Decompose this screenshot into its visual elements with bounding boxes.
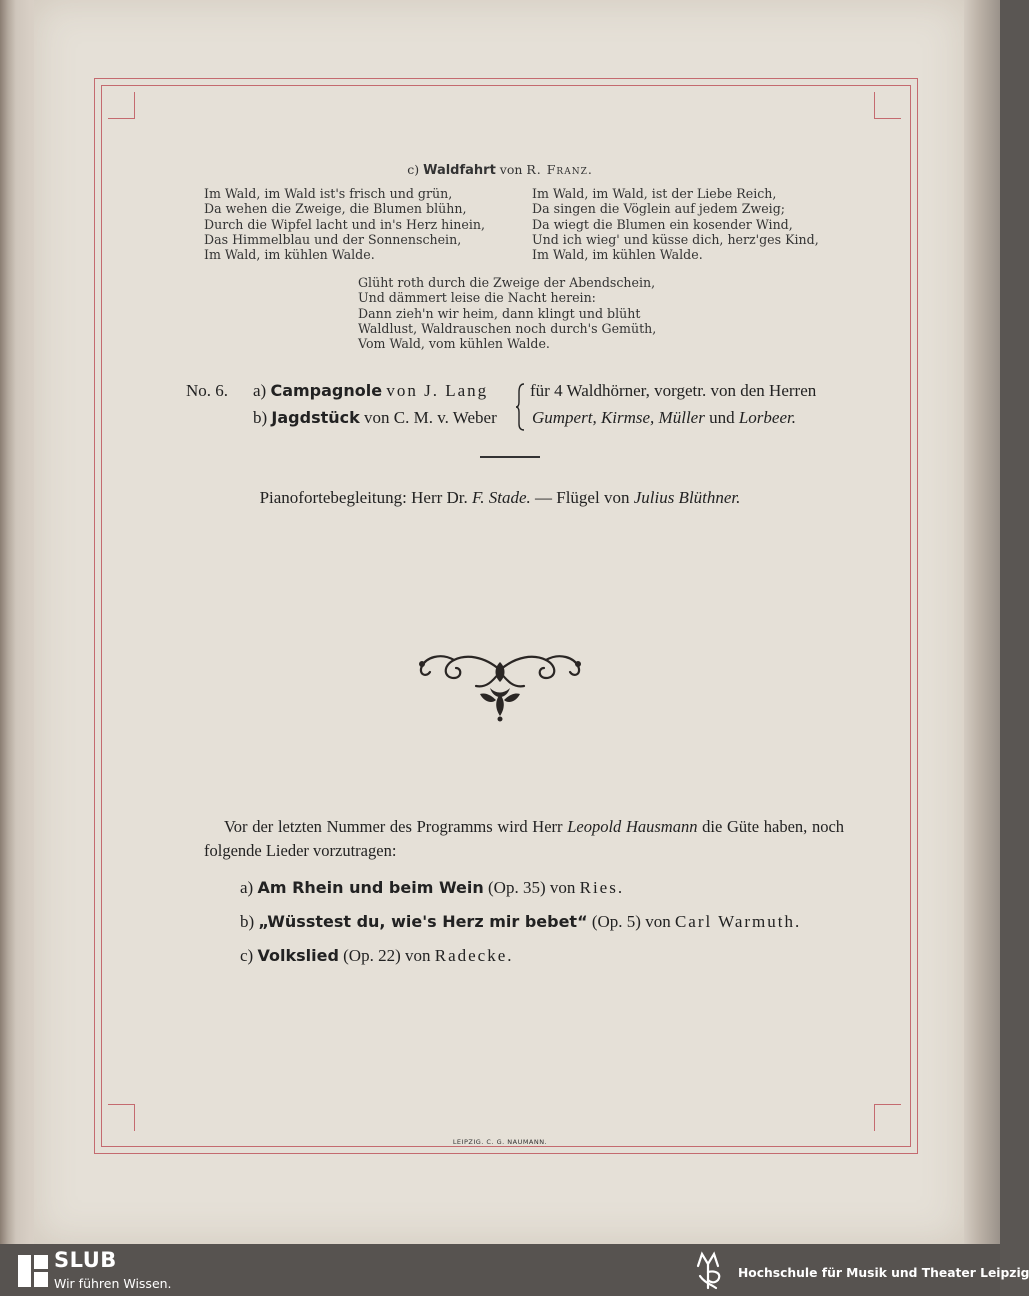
poem-right-stanza	[532, 186, 819, 262]
item-by: von	[405, 946, 431, 965]
item-title: Volkslied	[257, 946, 339, 965]
poem-center-stanza	[358, 275, 656, 351]
frame-corner	[874, 1104, 901, 1131]
ornament-icon	[414, 648, 586, 722]
list-item	[240, 946, 514, 966]
divider	[480, 456, 540, 458]
poem-line: Dann zieh'n wir heim, dann klingt und blüht	[358, 305, 641, 321]
title-label: c)	[407, 162, 420, 177]
performers-line: für 4 Waldhörner, vorgetr. von den Herren	[530, 381, 817, 400]
poem-line: Glüht roth durch die Zweige der Abendschein,	[358, 275, 656, 290]
item-label: b)	[253, 408, 268, 427]
item-composer: Radecke.	[434, 946, 514, 965]
item-title: Jagdstück	[271, 408, 360, 427]
item-composer: Ries.	[579, 878, 625, 897]
brace-icon	[516, 382, 526, 432]
poem-left-stanza	[204, 186, 485, 262]
item-title: Am Rhein und beim Wein	[257, 878, 484, 897]
slub-name[interactable]: SLUB	[54, 1248, 117, 1272]
poem-line: Da singen die Vöglein auf jedem Zweig;	[532, 201, 786, 217]
frame-corner	[108, 1104, 135, 1131]
accompanist-name: F. Stade.	[472, 488, 531, 507]
accompaniment-prefix: Pianofortebegleitung: Herr Dr.	[259, 488, 468, 507]
poem-line: Im Wald, im kühlen Walde.	[204, 247, 375, 263]
item-label: a)	[253, 381, 267, 400]
poem-line: Im Wald, im Wald, ist der Liebe Reich,	[532, 186, 777, 201]
poem-line: Und dämmert leise die Nacht herein:	[358, 290, 596, 306]
song-title	[0, 162, 1000, 178]
slub-logo-icon[interactable]	[18, 1255, 48, 1287]
item-by: von	[645, 912, 671, 931]
poem-line: Im Wald, im Wald ist's frisch und grün,	[204, 186, 453, 201]
printer-imprint: LEIPZIG. C. G. NAUMANN.	[452, 1138, 548, 1146]
item-composer: von C. M. v. Weber	[364, 408, 497, 427]
accompaniment-mid: — Flügel von	[535, 488, 630, 507]
performer-and: und	[709, 408, 735, 427]
item-by: von	[549, 878, 576, 897]
piano-maker: Julius Blüthner.	[633, 488, 741, 507]
poem-line: Vom Wald, vom kühlen Walde.	[358, 336, 550, 352]
poem-line: Waldlust, Waldrauschen noch durch's Gemüth,	[358, 320, 657, 336]
program-item-a	[253, 381, 488, 401]
frame-corner	[874, 92, 901, 119]
item-composer: von J. Lang	[386, 381, 489, 400]
poem-line: Im Wald, im kühlen Walde.	[532, 247, 703, 263]
note-text: Vor der letzten Nummer des Programms wird Herr	[224, 817, 563, 836]
title-name: Waldfahrt	[423, 163, 496, 178]
list-item	[240, 878, 624, 898]
note-text: die Güte haben, noch folgende Lieder vorzutragen:	[204, 817, 845, 860]
item-title: „Wüsstest du, wie's Herz mir bebet“	[258, 912, 588, 931]
page-edge	[964, 0, 1000, 1244]
item-opus: (Op. 35)	[488, 878, 546, 897]
hmt-name[interactable]: Hochschule für Musik und Theater Leipzig	[738, 1266, 1029, 1280]
item-opus: (Op. 22)	[343, 946, 401, 965]
singer-name: Leopold Hausmann	[567, 817, 698, 836]
poem-line: Durch die Wipfel lacht und in's Herz hinein,	[204, 216, 485, 232]
item-label: c)	[240, 946, 254, 965]
poem-line: Da wehen die Zweige, die Blumen blühn,	[204, 201, 467, 217]
item-title: Campagnole	[270, 381, 383, 400]
frame-corner	[108, 92, 135, 119]
title-composer: R. Franz.	[526, 162, 593, 177]
slub-tagline: Wir führen Wissen.	[54, 1276, 172, 1291]
poem-line: Da wiegt die Blumen ein kosender Wind,	[532, 216, 793, 232]
poem-line: Das Himmelblau und der Sonnenschein,	[204, 231, 462, 247]
performer-last: Lorbeer.	[738, 408, 796, 427]
performers-names	[532, 408, 796, 428]
poem-line: Und ich wieg' und küsse dich, herz'ges Kind,	[532, 231, 819, 247]
hmt-logo-icon[interactable]	[694, 1248, 730, 1292]
program-number: No. 6.	[186, 381, 229, 400]
list-item	[240, 912, 801, 932]
item-label: a)	[240, 878, 254, 897]
title-by: von	[499, 162, 523, 177]
item-opus: (Op. 5)	[591, 912, 641, 931]
program-item-b	[253, 408, 497, 428]
performer-names: Gumpert, Kirmse, Müller	[532, 408, 705, 427]
item-label: b)	[240, 912, 255, 931]
item-composer: Carl Warmuth.	[674, 912, 802, 931]
note-paragraph	[204, 815, 844, 863]
accompaniment-line	[0, 488, 1000, 508]
